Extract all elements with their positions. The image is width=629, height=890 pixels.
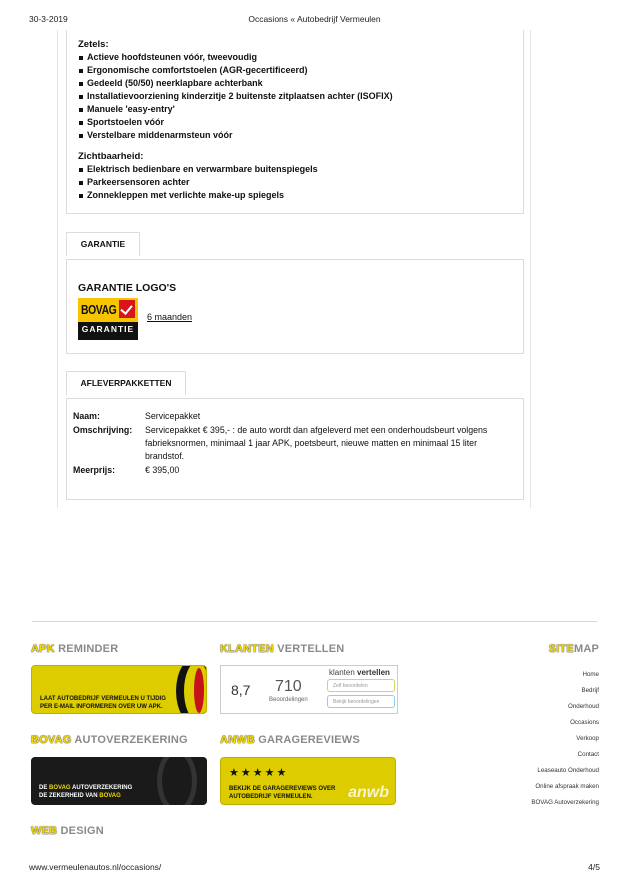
- sitemap-link-bedrijf[interactable]: Bedrijf: [581, 687, 599, 694]
- klanten-vertellen-title: [220, 643, 344, 655]
- row-value: € 395,00: [145, 465, 180, 475]
- banner-line: [39, 792, 132, 800]
- specs-panel: [66, 30, 524, 214]
- sitemap-link-leaseauto[interactable]: Leaseauto Onderhoud: [537, 767, 599, 774]
- garantie-duration-link[interactable]: 6 maanden: [147, 312, 193, 322]
- write-review-button[interactable]: Zelf beoordelen: [327, 679, 395, 692]
- row-value: Servicepakket: [145, 411, 201, 421]
- title-highlight: APK: [31, 643, 55, 655]
- spec-group-visibility: [78, 151, 523, 202]
- anwb-garagereviews-title: [220, 734, 360, 746]
- print-footer: [29, 862, 600, 874]
- sitemap-title: [549, 643, 599, 655]
- review-count-label: Beoordelingen: [269, 697, 308, 703]
- spec-list: [78, 163, 523, 202]
- sitemap-link-bovag[interactable]: BOVAG Autoverzekering: [531, 799, 599, 806]
- list-item: Installatievoorziening kinderzitje 2 buitenste zitplaatsen achter (ISOFIX): [78, 90, 523, 103]
- print-date: 30-3-2019: [29, 14, 68, 24]
- apk-reminder-title: [31, 643, 118, 655]
- banner-line: LAAT AUTOBEDRIJF VERMEULEN U TIJDIG: [40, 696, 166, 702]
- sitemap-link-contact[interactable]: Contact: [577, 751, 599, 758]
- banner-line: AUTOBEDRIJF VERMEULEN.: [229, 794, 313, 800]
- sitemap-link-afspraak[interactable]: Online afspraak maken: [535, 783, 599, 790]
- list-item: Ergonomische comfortstoelen (AGR-gecertificeerd): [78, 64, 523, 77]
- list-item: Gedeeld (50/50) neerklapbare achterbank: [78, 77, 523, 90]
- web-design-title: [31, 825, 104, 837]
- bovag-garantie-logo: [78, 298, 138, 340]
- sitemap-nav: [531, 667, 599, 811]
- text-part: DE ZEKERHEID VAN: [39, 793, 100, 799]
- title-highlight: KLANTEN: [220, 643, 274, 655]
- list-item: Verstelbare middenarmsteun vóór: [78, 129, 523, 142]
- brand-part: klanten: [329, 668, 358, 677]
- row-value: Servicepakket € 395,- : de auto wordt dan afgeleverd met een onderhoudsbeurt volgens fabrieksnormen, minimaal 1 jaar APK, poetsbeurt, nieuwe matten en minimaal 15 liter brandstof.: [145, 425, 488, 461]
- package-row: [73, 410, 523, 423]
- banner-line: PER E-MAIL INFORMEREN OVER UW APK.: [40, 704, 163, 710]
- banner-text: [39, 784, 132, 800]
- sitemap-link-occasions[interactable]: Occasions: [570, 719, 599, 726]
- print-page-title: Occasions « Autobedrijf Vermeulen: [248, 14, 381, 24]
- footer-divider: [32, 621, 597, 622]
- list-item: Parkeersensoren achter: [78, 176, 523, 189]
- sitemap-link-home[interactable]: Home: [582, 671, 599, 678]
- spec-group-title: Zichtbaarheid:: [78, 151, 144, 162]
- tab-afleverpakketten[interactable]: AFLEVERPAKKETTEN: [66, 371, 186, 395]
- page-number: 4/5: [588, 862, 600, 872]
- anwb-logo: anwb: [348, 784, 389, 801]
- banner-text: [229, 785, 335, 801]
- title-rest: AUTOVERZEKERING: [71, 734, 188, 746]
- bovag-autoverzekering-title: [31, 734, 188, 746]
- title-rest: MAP: [573, 643, 599, 655]
- sitemap-link-onderhoud[interactable]: Onderhoud: [568, 703, 599, 710]
- afleverpakketten-panel: [66, 398, 524, 500]
- text-part: BOVAG: [49, 785, 71, 791]
- review-score: 8,7: [231, 682, 251, 698]
- view-reviews-button[interactable]: Bekijk beoordelingen: [327, 695, 395, 708]
- list-item: Actieve hoofdsteunen vóór, tweevoudig: [78, 51, 523, 64]
- klanten-vertellen-logo: [329, 668, 390, 677]
- row-key: Meerprijs:: [73, 465, 116, 475]
- package-row: [73, 464, 523, 477]
- title-highlight: ANWB: [220, 734, 256, 746]
- banner-line: [39, 784, 132, 792]
- bovag-autoverzekering-banner[interactable]: [31, 757, 207, 805]
- title-rest: VERTELLEN: [273, 643, 345, 655]
- klanten-vertellen-widget[interactable]: [220, 665, 398, 714]
- package-row: [73, 424, 523, 463]
- spec-group-title: Zetels:: [78, 39, 109, 50]
- garantie-panel: [66, 259, 524, 354]
- title-highlight: SITE: [548, 643, 574, 655]
- row-key: Omschrijving:: [73, 425, 133, 435]
- list-item: Elektrisch bedienbare en verwarmbare buitenspiegels: [78, 163, 523, 176]
- tab-garantie[interactable]: GARANTIE: [66, 232, 140, 256]
- list-item: Zonnekleppen met verlichte make-up spiegels: [78, 189, 523, 202]
- brand-part: vertellen: [357, 668, 390, 677]
- title-rest: REMINDER: [54, 643, 119, 655]
- list-item: Manuele 'easy-entry': [78, 103, 523, 116]
- text-part: AUTOVERZEKERING: [70, 785, 133, 791]
- title-highlight: WEB: [31, 825, 58, 837]
- spec-list: [78, 51, 523, 142]
- text-part: BOVAG: [99, 793, 121, 799]
- banner-text: [40, 695, 166, 711]
- logo-subtitle: GARANTIE: [81, 324, 135, 334]
- title-highlight: BOVAG: [31, 734, 72, 746]
- title-rest: GARAGEREVIEWS: [255, 734, 360, 746]
- swoosh-graphic: [194, 668, 204, 713]
- anwb-garagereviews-banner[interactable]: [220, 757, 396, 805]
- banner-line: BEKIJK DE GARAGEREVIEWS OVER: [229, 786, 336, 792]
- print-header: [29, 14, 600, 26]
- arc-graphic: [157, 757, 197, 805]
- print-url: www.vermeulenautos.nl/occasions/: [29, 862, 162, 872]
- list-item: Sportstoelen vóór: [78, 116, 523, 129]
- review-count: 710: [275, 678, 302, 695]
- title-rest: DESIGN: [57, 825, 104, 837]
- spec-group-seats: [78, 39, 523, 142]
- garantie-heading: GARANTIE LOGO'S: [78, 282, 177, 294]
- text-part: DE: [39, 785, 50, 791]
- stars-icon: ★★★★★: [229, 767, 289, 779]
- check-icon: [119, 300, 135, 318]
- row-key: Naam:: [73, 411, 100, 421]
- apk-reminder-banner[interactable]: [31, 665, 207, 714]
- sitemap-link-verkoop[interactable]: Verkoop: [576, 735, 599, 742]
- logo-word: BOVAG: [81, 302, 117, 317]
